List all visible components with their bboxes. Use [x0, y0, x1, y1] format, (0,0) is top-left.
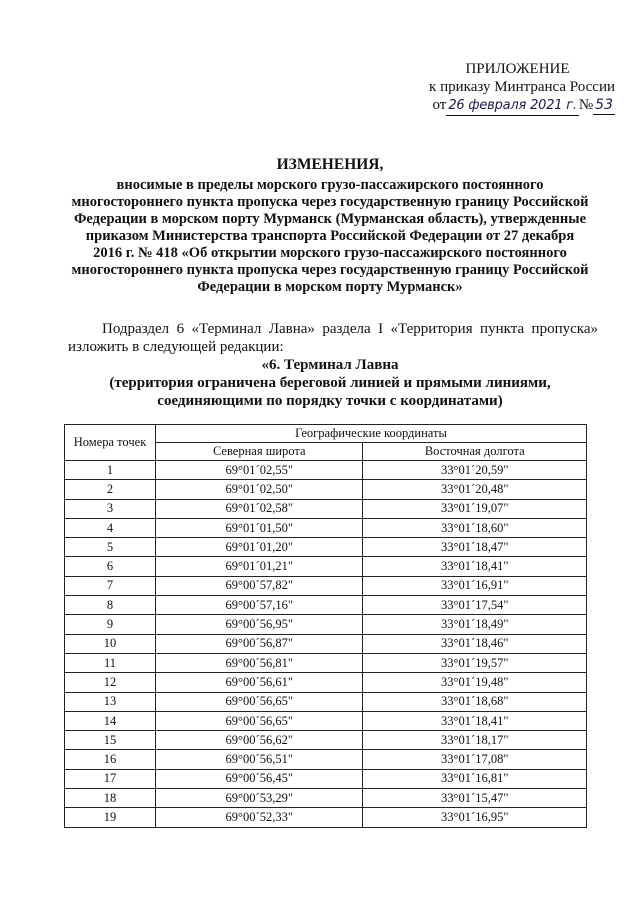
table-row	[65, 673, 587, 692]
latitude-cell: 69°01´02,58"	[156, 499, 363, 518]
heading-line: вносимые в пределы морского грузо-пассажирского постоянного	[116, 177, 544, 193]
latitude-cell: 69°00´53,29"	[156, 789, 363, 808]
point-number-cell: 15	[65, 731, 156, 750]
point-number-cell: 5	[65, 538, 156, 557]
heading-line: Федерации в морском порту Мурманск»	[197, 279, 463, 295]
order-date-line	[400, 96, 615, 116]
longitude-cell: 33°01´18,41"	[363, 711, 587, 730]
point-number-cell: 12	[65, 673, 156, 692]
point-number-cell: 18	[65, 789, 156, 808]
latitude-cell: 69°01´01,20"	[156, 538, 363, 557]
table-row	[65, 750, 587, 769]
longitude-cell: 33°01´15,47"	[363, 789, 587, 808]
latitude-cell: 69°01´01,50"	[156, 518, 363, 537]
longitude-cell: 33°01´19,07"	[363, 499, 587, 518]
header-longitude: Восточная долгота	[363, 443, 587, 461]
latitude-cell: 69°01´01,21"	[156, 557, 363, 576]
number-sign: №	[578, 97, 594, 113]
point-number-cell: 10	[65, 634, 156, 653]
heading-line: приказом Министерства транспорта Российской Федерации от 27 декабря	[85, 228, 575, 244]
longitude-cell: 33°01´16,95"	[363, 808, 587, 827]
table-row	[65, 731, 587, 750]
longitude-cell: 33°01´19,48"	[363, 673, 587, 692]
header-latitude: Северная широта	[156, 443, 363, 461]
document-heading	[60, 156, 600, 296]
subsection-title: «6. Терминал Лавна	[261, 357, 399, 373]
longitude-cell: 33°01´18,17"	[363, 731, 587, 750]
table-row	[65, 692, 587, 711]
table-row	[65, 808, 587, 827]
point-number-cell: 4	[65, 518, 156, 537]
longitude-cell: 33°01´18,68"	[363, 692, 587, 711]
point-number-cell: 16	[65, 750, 156, 769]
heading-line: многостороннего пункта пропуска через государственную границу Российской	[71, 262, 589, 278]
subsection-line: (территория ограничена береговой линией и прямыми линиями,	[109, 375, 551, 391]
table-row	[65, 557, 587, 576]
point-number-cell: 14	[65, 711, 156, 730]
point-number-cell: 1	[65, 461, 156, 480]
point-number-cell: 2	[65, 480, 156, 499]
subsection-heading	[60, 356, 600, 410]
point-number-cell: 6	[65, 557, 156, 576]
order-prefix: от	[432, 97, 447, 113]
table-row	[65, 596, 587, 615]
point-number-cell: 9	[65, 615, 156, 634]
table-row	[65, 711, 587, 730]
latitude-cell: 69°00´56,81"	[156, 653, 363, 672]
longitude-cell: 33°01´20,48"	[363, 480, 587, 499]
header-point-number: Номера точек	[65, 425, 156, 461]
table-row	[65, 789, 587, 808]
longitude-cell: 33°01´16,81"	[363, 769, 587, 788]
latitude-cell: 69°00´57,16"	[156, 596, 363, 615]
point-number-cell: 17	[65, 769, 156, 788]
latitude-cell: 69°00´56,45"	[156, 769, 363, 788]
body-paragraph: Подраздел 6 «Терминал Лавна» раздела I «Территория пункта пропуска» изложить в следующей редакции:	[68, 321, 598, 355]
coordinates-table	[64, 424, 587, 828]
longitude-cell: 33°01´18,41"	[363, 557, 587, 576]
point-number-cell: 7	[65, 576, 156, 595]
longitude-cell: 33°01´18,46"	[363, 634, 587, 653]
appendix-block	[400, 60, 615, 116]
latitude-cell: 69°00´56,87"	[156, 634, 363, 653]
longitude-cell: 33°01´18,60"	[363, 518, 587, 537]
point-number-cell: 3	[65, 499, 156, 518]
table-body	[65, 461, 587, 828]
table-row	[65, 769, 587, 788]
table-row	[65, 518, 587, 537]
latitude-cell: 69°00´52,33"	[156, 808, 363, 827]
longitude-cell: 33°01´17,08"	[363, 750, 587, 769]
handwritten-number: 53	[595, 97, 613, 113]
appendix-title: ПРИЛОЖЕНИЕ	[465, 61, 570, 77]
latitude-cell: 69°00´56,95"	[156, 615, 363, 634]
latitude-cell: 69°00´57,82"	[156, 576, 363, 595]
table-row	[65, 538, 587, 557]
table-row	[65, 634, 587, 653]
latitude-cell: 69°01´02,50"	[156, 480, 363, 499]
longitude-cell: 33°01´16,91"	[363, 576, 587, 595]
header-geo-coordinates: Географические координаты	[156, 425, 587, 443]
appendix-order-ref: к приказу Минтранса России	[429, 79, 615, 95]
latitude-cell: 69°00´56,65"	[156, 711, 363, 730]
latitude-cell: 69°00´56,51"	[156, 750, 363, 769]
point-number-cell: 19	[65, 808, 156, 827]
latitude-cell: 69°00´56,62"	[156, 731, 363, 750]
table-row	[65, 615, 587, 634]
latitude-cell: 69°00´56,61"	[156, 673, 363, 692]
longitude-cell: 33°01´18,49"	[363, 615, 587, 634]
table-row	[65, 480, 587, 499]
table-row	[65, 653, 587, 672]
table-row	[65, 576, 587, 595]
handwritten-date: 26 февраля 2021 г.	[446, 97, 579, 116]
longitude-cell: 33°01´19,57"	[363, 653, 587, 672]
heading-title: ИЗМЕНЕНИЯ,	[276, 156, 384, 173]
latitude-cell: 69°01´02,55"	[156, 461, 363, 480]
subsection-line: соединяющими по порядку точки с координатами)	[157, 393, 503, 409]
heading-line: 2016 г. № 418 «Об открытии морского грузо-пассажирского постоянного	[93, 245, 567, 261]
heading-line: Федерации в морском порту Мурманск (Мурманская область), утвержденные	[73, 211, 587, 227]
table-row	[65, 461, 587, 480]
longitude-cell: 33°01´18,47"	[363, 538, 587, 557]
point-number-cell: 13	[65, 692, 156, 711]
latitude-cell: 69°00´56,65"	[156, 692, 363, 711]
longitude-cell: 33°01´17,54"	[363, 596, 587, 615]
table-row	[65, 499, 587, 518]
point-number-cell: 8	[65, 596, 156, 615]
longitude-cell: 33°01´20,59"	[363, 461, 587, 480]
point-number-cell: 11	[65, 653, 156, 672]
heading-line: многостороннего пункта пропуска через государственную границу Российской	[71, 194, 589, 210]
